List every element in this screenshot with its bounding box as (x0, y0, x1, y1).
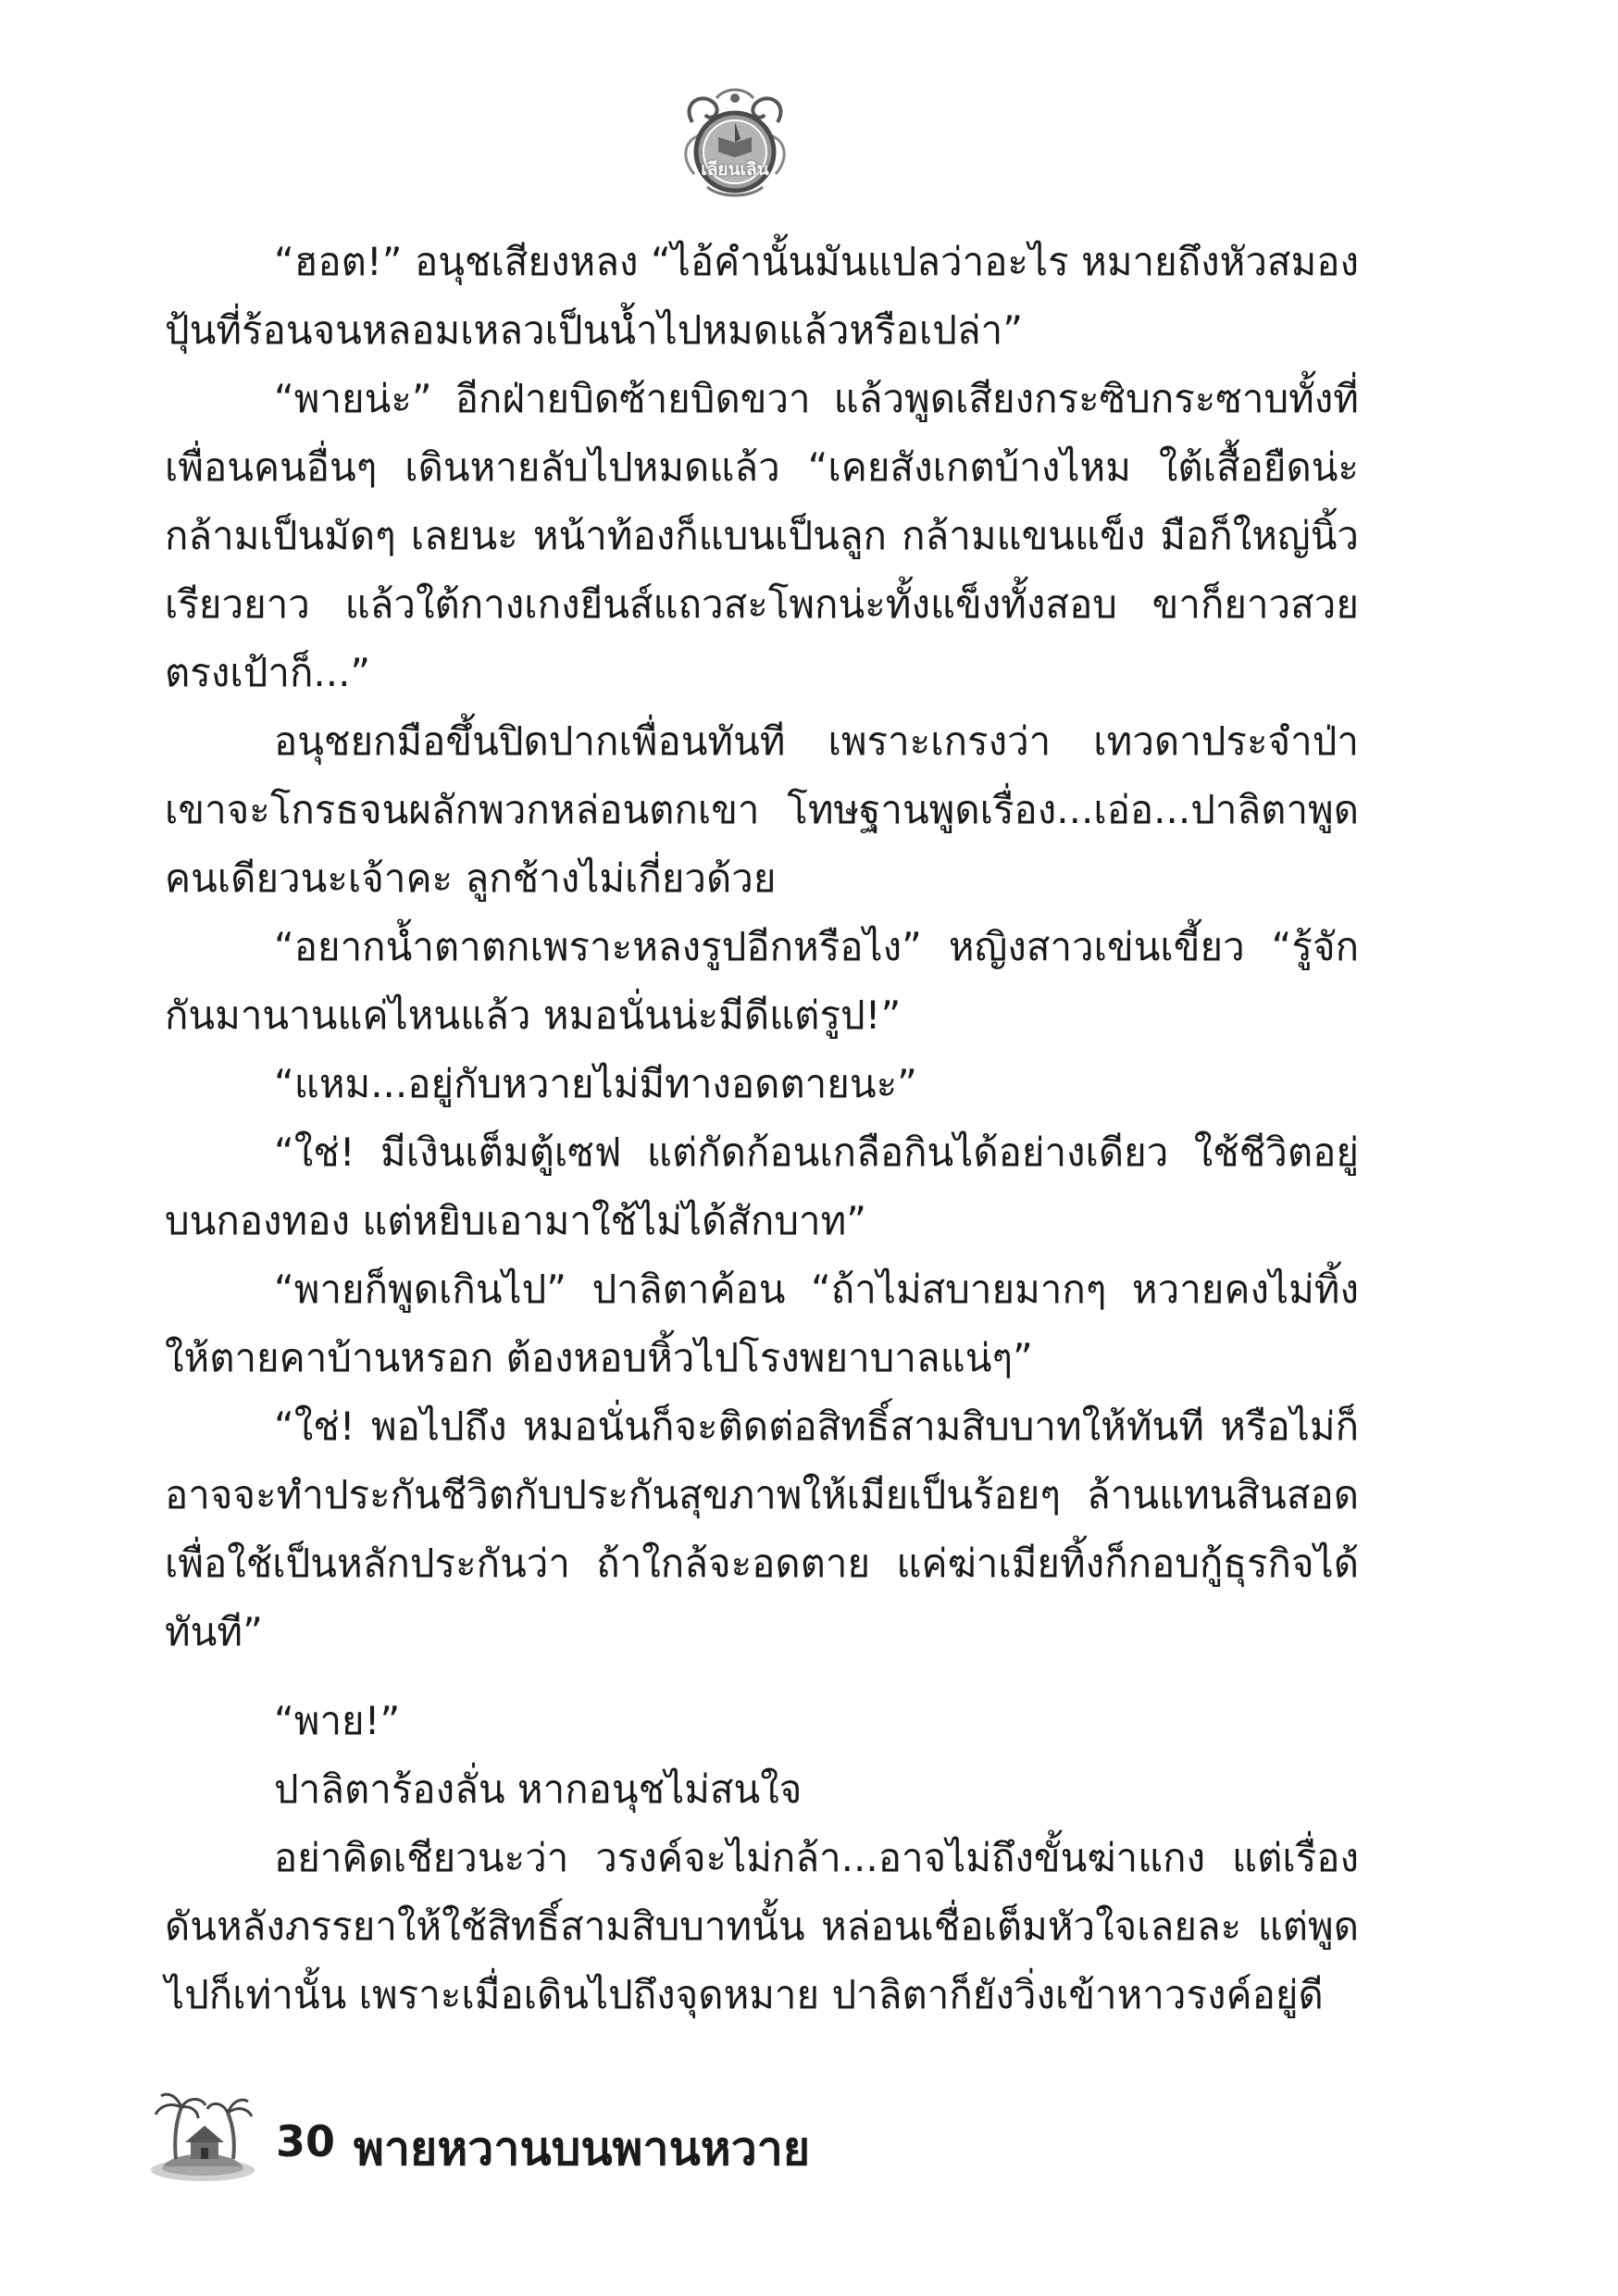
body-text (165, 228, 1359, 2029)
paragraph: “พาย!” (274, 1698, 401, 1743)
publisher-emblem (674, 85, 796, 202)
page-number: 30 (276, 2116, 336, 2166)
page-footer (148, 2081, 981, 2192)
paragraph: “อยากน้ำตาตกเพราะหลงรูปอีกหรือไง” หญิงสาวเข่นเขี้ยว “รู้จักกันมานานแค่ไหนแล้ว หมอนั่นน่ะมีดีแต่รูป!” (165, 924, 1359, 1038)
paragraph: “แหม...อยู่กับหวายไม่มีทางอดตายนะ” (274, 1061, 917, 1106)
paragraph: “ใช่! มีเงินเต็มตู้เซฟ แต่กัดก้อนเกลือกินได้อย่างเดียว ใช้ชีวิตอยู่บนกองทอง แต่หยิบเอามาใช้ไม่ได้สักบาท” (165, 1129, 1359, 1243)
paragraph: “พายน่ะ” อีกฝ่ายบิดซ้ายบิดขวา แล้วพูดเสียงกระซิบกระซาบทั้งที่เพื่อนคนอื่นๆ เดินหายลับไปหมดแล้ว “เคยสังเกตบ้างไหม ใต้เสื้อยืดน่ะกล้ามเป็นมัดๆ เลยนะ หน้าท้องก็แบนเป็นลูก กล้ามแขนแข็ง มือก็ใหญ่นิ้วเรียวยาว แล้วใต้กางเกงยีนส์แถวสะโพกน่ะทั้งแข็งทั้งสอบ ขาก็ยาวสวยตรงเป้าก็...” (165, 376, 1359, 695)
paragraph: “ฮอต!” อนุชเสียงหลง “ไอ้คำนั้นมันแปลว่าอะไร หมายถึงหัวสมองปุ้นที่ร้อนจนหลอมเหลวเป็นน้ำไปหมดแล้วหรือเปล่า” (165, 239, 1359, 353)
island-icon (148, 2085, 257, 2185)
paragraph: ปาลิตาร้องลั่น หากอนุชไม่สนใจ (274, 1766, 803, 1812)
paragraph: อย่าคิดเชียวนะว่า วรงค์จะไม่กล้า...อาจไม่ถึงขั้นฆ่าแกง แต่เรื่องดันหลังภรรยาให้ใช้สิทธิ์สามสิบบาทนั้น หล่อนเชื่อเต็มหัวใจเลยละ แต่พูดไปก็เท่านั้น เพราะเมื่อเดินไปถึงจุดหมาย ปาลิตาก็ยังวิ่งเข้าหาวรงค์อยู่ดี (165, 1835, 1359, 2017)
emblem-label: เลียนเลิน (701, 159, 769, 180)
paragraph: “ใช่! พอไปถึง หมอนั่นก็จะติดต่อสิทธิ์สามสิบบาทให้ทันที หรือไม่ก็อาจจะทำประกันชีวิตกับประกันสุขภาพให้เมียเป็นร้อยๆ ล้านแทนสินสอดเพื่อใช้เป็นหลักประกันว่า ถ้าใกล้จะอดตาย แค่ฆ่าเมียทิ้งก็กอบกู้ธุรกิจได้ทันที” (165, 1404, 1359, 1654)
emblem-ornament-icon (674, 85, 796, 202)
paragraph: “พายก็พูดเกินไป” ปาลิตาค้อน “ถ้าไม่สบายมากๆ หวายคงไม่ทิ้งให้ตายคาบ้านหรอก ต้องหอบหิ้วไปโรงพยาบาลแน่ๆ” (165, 1267, 1359, 1380)
paragraph: อนุชยกมือขึ้นปิดปากเพื่อนทันที เพราะเกรงว่า เทวดาประจำป่าเขาจะโกรธจนผลักพวกหล่อนตกเขา โทษฐานพูดเรื่อง...เอ่อ...ปาลิตาพูดคนเดียวนะเจ้าคะ ลูกช้างไม่เกี่ยวด้วย (165, 718, 1359, 901)
book-title: พายหวานบนพานหวาย (354, 2122, 811, 2176)
